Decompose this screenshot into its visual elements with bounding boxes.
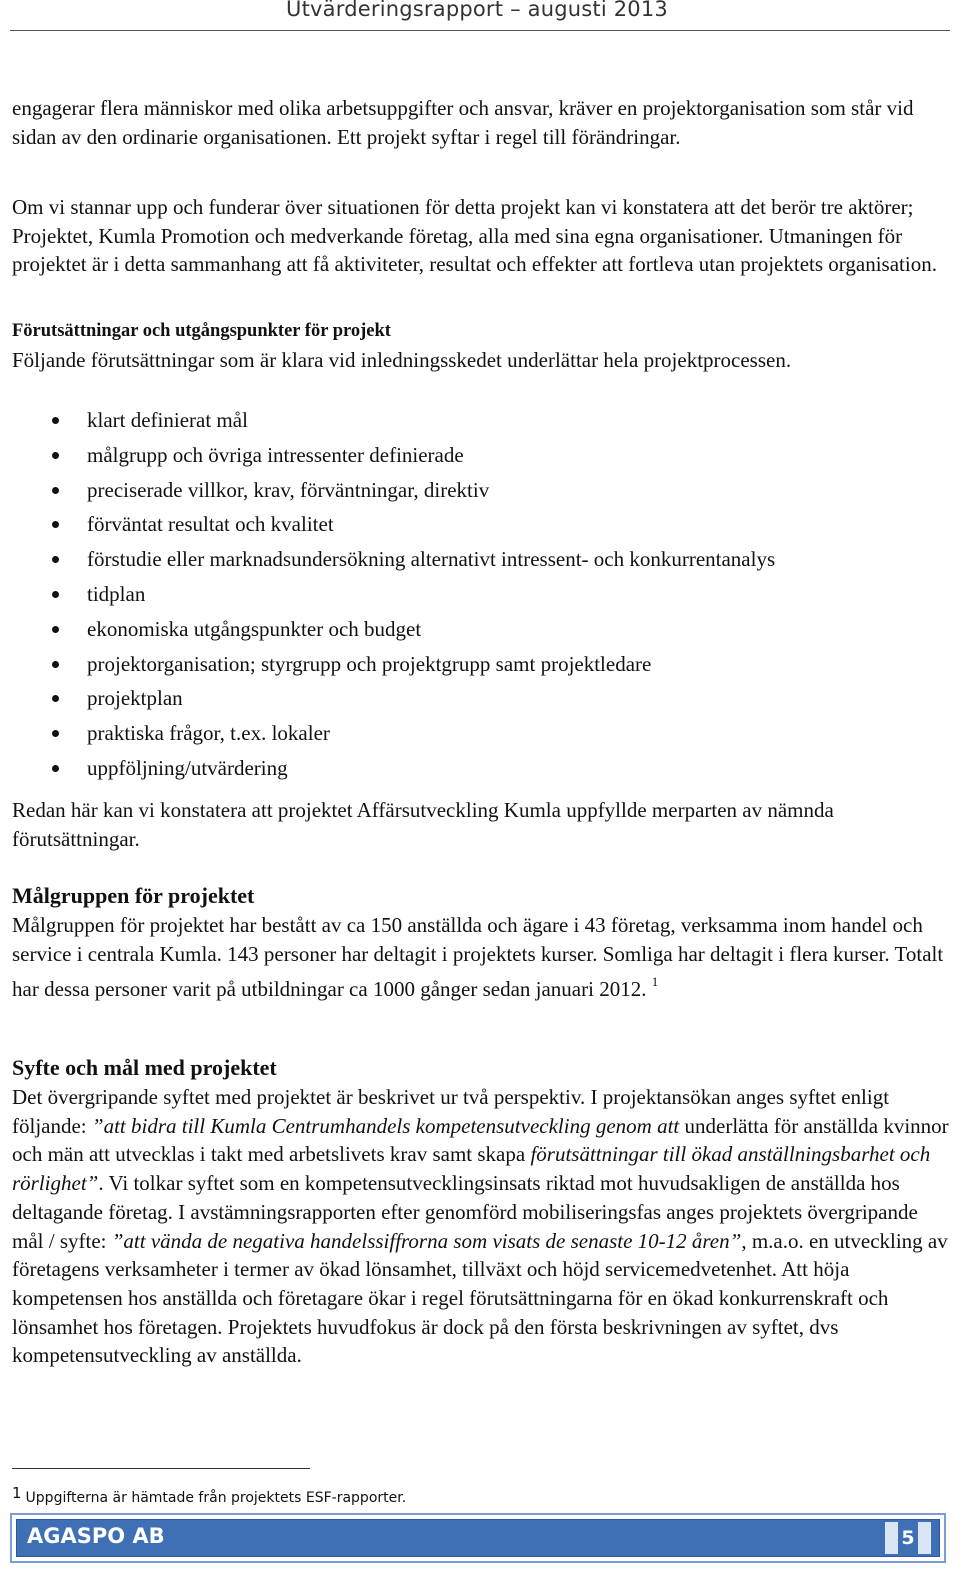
- bullet-icon: [52, 452, 59, 459]
- list-item: projektplan: [0, 681, 940, 716]
- footnote-text: Uppgifterna är hämtade från projektets ESF-rapporter.: [25, 1490, 407, 1506]
- paragraph-intro: engagerar flera människor med olika arbetsuppgifter och ansvar, kräver en projektorganisation som står vid sidan av den ordinarie organisationen. Ett projekt syftar i regel till förändringar.: [12, 96, 914, 149]
- list-item: tidplan: [0, 577, 940, 612]
- bullet-icon: [52, 695, 59, 702]
- paragraph-prerequisites: Följande förutsättningar som är klara vid inledningsskedet underlättar hela projektprocessen.: [12, 348, 792, 372]
- footnote: [12, 1484, 406, 1506]
- quote-goal: ”att vända de negativa handelssiffrorna som visats de senaste 10-12 åren”: [111, 1228, 742, 1253]
- list-item: förstudie eller marknadsundersökning alternativt intressent- och konkurrentanalys: [0, 542, 940, 577]
- page-footer: [10, 1513, 946, 1563]
- quote-application: ”att bidra till Kumla Centrumhandels kompetensutveckling genom att: [91, 1113, 680, 1138]
- bullet-icon: [52, 661, 59, 668]
- list-item: preciserade villkor, krav, förväntningar, direktiv: [0, 473, 940, 508]
- paragraph-purpose: Det övergripande syftet med projektet är beskrivet ur två perspektiv. I projektansökan anges syftet enligt följande: ”att bidra till Kumla Centrumhandels kompetensutveckling genom att underlätta för anställda kvinnor och män att utvecklas i takt med arbetslivets krav samt skapa förutsättningar till ökad anställningsbarhet och rörlighet”. Vi tolkar syftet som en kompetensutvecklingsinsats riktad mot huvudsakligen de anställda hos deltagande företag. I avstämningsrapporten efter genomförd mobiliseringsfas anges projektets övergripande mål / syfte: ”att vända de negativa handelssiffrorna som visats de senaste 10-12 åren”, m.a.o. en utveckling av företagens verksamheter i termer av ökad lönsamhet, tillväxt och höjd servicemedvetenhet. Att höja kompetensen hos anställda och företagare ökar i regel förutsättningarna för en ökad konkurrenskraft och lönsamhet hos företagen. Projektets huvudfokus är dock på den första beskrivningen av syftet, dvs kompetensutveckling av anställda.: [12, 1085, 949, 1368]
- page-header: [10, 0, 950, 31]
- bullet-icon: [52, 626, 59, 633]
- bullet-icon: [52, 417, 59, 424]
- list-item: praktiska frågor, t.ex. lokaler: [0, 716, 940, 751]
- footnote-number: 1: [12, 1484, 22, 1502]
- quote-application-end: förutsättningar till ökad anställningsbarhet och rörlighet”: [12, 1142, 931, 1196]
- bullet-icon: [52, 730, 59, 737]
- list-item: projektorganisation; styrgrupp och projektgrupp samt projektledare: [0, 647, 940, 682]
- paragraph-conclusion: Redan här kan vi konstatera att projektet Affärsutveckling Kumla uppfyllde merparten av nämnda förutsättningar.: [12, 798, 834, 851]
- bullet-icon: [52, 556, 59, 563]
- requirements-list: [0, 403, 940, 786]
- footnote-ref[interactable]: 1: [651, 974, 659, 990]
- bullet-icon: [52, 487, 59, 494]
- list-item: förväntat resultat och kvalitet: [0, 507, 940, 542]
- list-item: ekonomiska utgångspunkter och budget: [0, 612, 940, 647]
- bullet-icon: [52, 765, 59, 772]
- heading-prerequisites: Förutsättningar och utgångspunkter för projekt: [12, 321, 391, 341]
- bullet-icon: [52, 521, 59, 528]
- list-item: klart definierat mål: [0, 403, 940, 438]
- footnote-divider: [12, 1468, 310, 1469]
- footer-company: AGASPO AB: [27, 1524, 165, 1548]
- header-title: Utvärderingsrapport – augusti 2013: [286, 0, 668, 21]
- paragraph-actors: Om vi stannar upp och funderar över situationen för detta projekt kan vi konstatera att det berör tre aktörer; Projektet, Kumla Promotion och medverkande företag, alla med sina egna organisationer. Utmaningen för projektet är i detta sammanhang att få aktiviteter, resultat och effekter att fortleva utan projektets organisation.: [12, 195, 937, 277]
- bullet-icon: [52, 591, 59, 598]
- paragraph-target-group: Målgruppen för projektet har bestått av ca 150 anställda och ägare i 43 företag, verksamma inom handel och service i centrala Kumla. 143 personer har deltagit i projektets kurser. Somliga har deltagit i flera kurser. Totalt har dessa personer varit på utbildningar ca 1000 gånger sedan januari 2012. $^1$: [12, 913, 944, 1002]
- heading-target-group: Målgruppen för projektet: [12, 883, 255, 908]
- list-item: målgrupp och övriga intressenter definierade: [0, 438, 940, 473]
- list-item: uppföljning/utvärdering: [0, 751, 940, 786]
- heading-purpose: Syfte och mål med projektet: [12, 1055, 277, 1080]
- page-number: 5: [898, 1522, 918, 1554]
